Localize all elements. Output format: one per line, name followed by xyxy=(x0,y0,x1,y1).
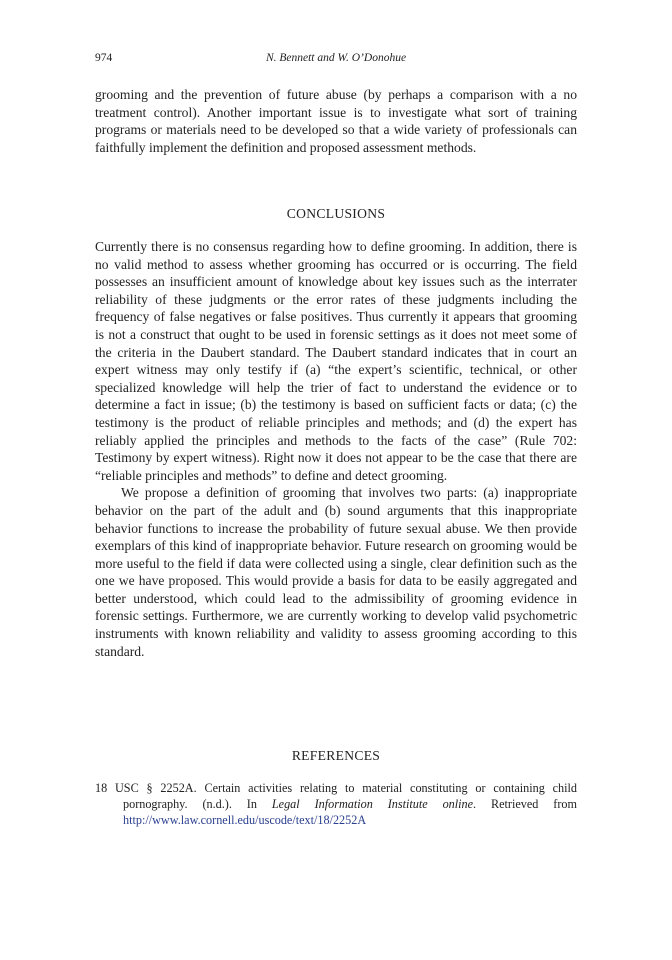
section-heading-conclusions: CONCLUSIONS xyxy=(286,206,386,221)
page-header xyxy=(95,52,577,70)
reference-source: Legal Information Institute online xyxy=(271,797,474,812)
paragraph: grooming and the prevention of future abuse (by perhaps a comparison with a no treatment control). Another important issue is to investigate what sort of training programs or materials need to be developed so that a wide variety of professionals can faithfully implement the definition and proposed assessment methods. xyxy=(95,87,577,155)
reference-text: 18 USC § 2252A. Certain activities relating to material constituting or containing child pornography. (n.d.). In xyxy=(95,781,577,812)
reference-entry xyxy=(95,780,577,829)
conclusions-body xyxy=(95,238,577,660)
intro-paragraph xyxy=(95,86,577,156)
paragraph: Currently there is no consensus regarding how to define grooming. In addition, there is no valid method to assess whether grooming has occurred or is occurring. The field possesses an insufficient amount of knowledge about key issues such as the interrater reliability of these judgments or the error rates of these judgments including the frequency of false negatives or false positives. Thus currently it appears that grooming is not a construct that ought to be used in forensic settings as it does not meet some of the criteria in the Daubert standard. The Daubert standard indicates that in court an expert witness may only testify if (a) “the expert’s scientific, technical, or other specialized knowledge will help the trier of fact to understand the evidence or to determine a fact in issue; (b) the testimony is based on sufficient facts or data; (c) the testimony is the product of reliable principles and methods; and (d) the expert has reliably applied the principles and methods to the facts of the case” (Rule 702: Testimony by expert witness). Right now it does not appear to be the case that there are “reliable principles and methods” to define and detect grooming. xyxy=(95,239,577,483)
reference-text-after: . Retrieved from xyxy=(473,797,577,812)
page-number: 974 xyxy=(95,52,113,64)
paragraph: We propose a definition of grooming that involves two parts: (a) inappropriate behavior on the part of the adult and (b) sound arguments that this inappropriate behavior functions to increase the probability of future sexual abuse. We then provide exemplars of this kind of inappropriate behavior. Future research on grooming would be more useful to the field if data were collected using a single, clear definition such as the one we have proposed. This would provide a basis for data to be easily aggregated and better understood, which could lead to the admissibility of grooming evidence in forensic settings. Furthermore, we are currently working to develop valid psychometric instruments with known reliability and validity to assess grooming according to this standard. xyxy=(95,485,577,659)
section-heading-references: REFERENCES xyxy=(291,748,381,763)
reference-link[interactable]: http://www.law.cornell.edu/uscode/text/18/2252A xyxy=(123,813,367,828)
running-head: N. Bennett and W. O’Donohue xyxy=(265,52,407,64)
